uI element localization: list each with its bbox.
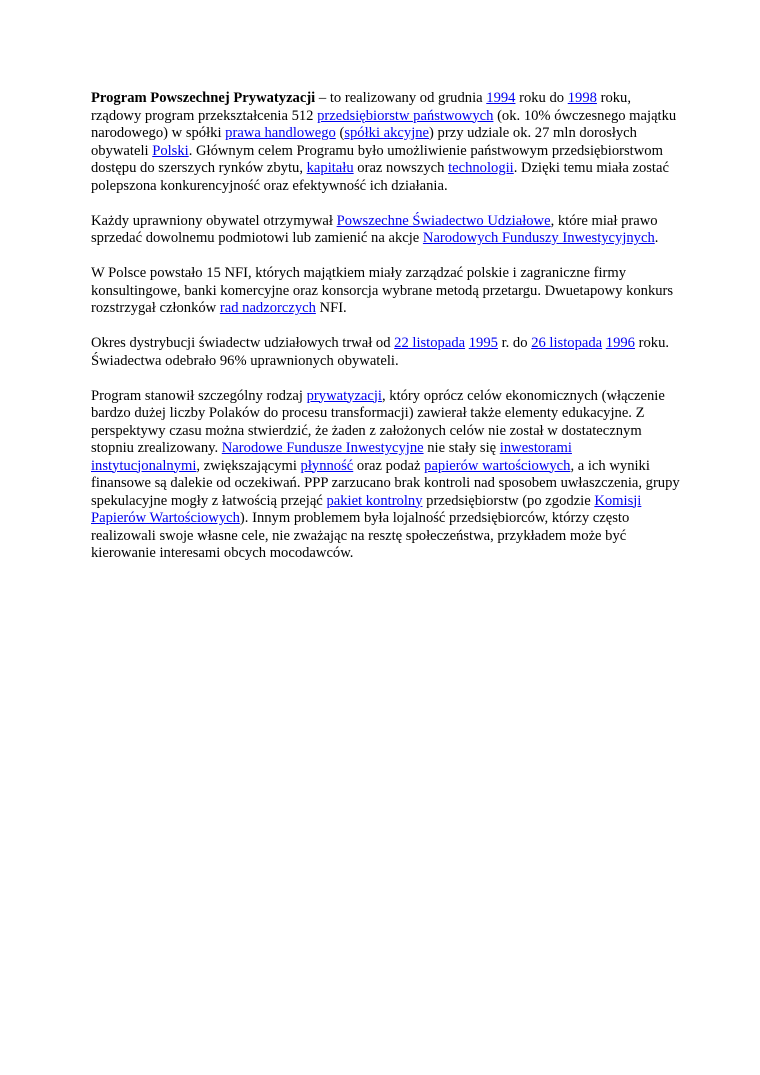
document-body	[91, 90, 681, 580]
link-technologii[interactable]: technologii	[448, 160, 514, 176]
text-run: roku, rządowy program przekształcenia 512	[91, 90, 631, 124]
text-run: . Głównym celem Programu było umożliwienie państwowym przedsiębiorstwom dostępu do szerszych rynków zbytu,	[91, 142, 663, 176]
link-przedsiębiorstw-państwowych[interactable]: przedsiębiorstw państwowych	[317, 107, 494, 124]
text-run: r. do	[497, 335, 532, 351]
link-1995[interactable]: 1995	[468, 335, 498, 351]
link-prawa-handlowego[interactable]: prawa handlowego	[225, 125, 336, 141]
text-run: roku. Świadectwa odebrało 96% uprawnionych obywateli.	[91, 335, 670, 369]
text-run: , a ich wyniki finansowe są dalekie od oczekiwań. PPP zarzucano brak kontroli nad sposobem uwłaszczenia, grupy spekulacyjne mogły z łatwością przejąć	[91, 457, 680, 509]
text-run: , który oprócz celów ekonomicznych (włączenie bardzo dużej liczby Polaków do procesu transformacji) zawierał także elementy edukacyjne. Z perspektywy czasu można stwierdzić, że żaden z założonych celów nie został w dostatecznym stopniu zrealizowany.	[91, 387, 665, 456]
text-run: NFI.	[315, 300, 347, 316]
link-1996[interactable]: 1996	[605, 335, 635, 351]
link-powszechne-świadectwo-udziałowe[interactable]: Powszechne Świadectwo Udziałowe	[336, 212, 551, 229]
text-run: oraz nowszych	[353, 160, 449, 176]
link-rad-nadzorczych[interactable]: rad nadzorczych	[219, 300, 316, 316]
text-run: ) przy udziale ok. 27 mln dorosłych obywateli	[91, 125, 637, 159]
link-płynność[interactable]: płynność	[300, 457, 354, 474]
text-run: ). Innym problemem była lojalność przedsiębiorców, którzy często realizowali swoje własne cele, nie zważając na resztę społeczeństwa, przykładem może być kierowanie interesami obcych mocodawców.	[91, 510, 630, 561]
link-komisji-papierów-wartościowych[interactable]: Komisji Papierów Wartościowych	[91, 492, 642, 526]
text-run: Program stanowił szczególny rodzaj	[91, 387, 307, 404]
link-kapitału[interactable]: kapitału	[306, 160, 354, 176]
text-run: .	[654, 230, 659, 246]
link-prywatyzacji[interactable]: prywatyzacji	[306, 387, 382, 404]
link-narodowych-funduszy-inwestycyjnych[interactable]: Narodowych Funduszy Inwestycyjnych	[422, 230, 655, 246]
link-polski[interactable]: Polski	[152, 142, 189, 159]
text-run: roku do	[515, 90, 568, 106]
text-run: Każdy uprawniony obywatel otrzymywał	[91, 212, 337, 229]
paragraph-5	[91, 388, 681, 563]
link-pakiet-kontrolny[interactable]: pakiet kontrolny	[326, 492, 423, 509]
text-run: (	[335, 125, 345, 141]
text-run: , zwiększającymi	[196, 457, 301, 474]
link-papierów-wartościowych[interactable]: papierów wartościowych	[424, 457, 571, 474]
text-run: W Polsce powstało 15 NFI, których majątkiem miały zarządzać polskie i zagraniczne firmy konsultingowe, banki komercyjne oraz konsorcja wybrane metodą przetargu. Dwuetapowy konkurs rozstrzygał członków	[91, 265, 674, 316]
link-spółki-akcyjne[interactable]: spółki akcyjne	[344, 125, 430, 141]
text-run: Okres dystrybucji świadectw udziałowych trwał od	[91, 335, 395, 351]
paragraph-3	[91, 265, 681, 318]
link-1994[interactable]: 1994	[486, 90, 516, 106]
text-run: nie stały się	[423, 440, 500, 456]
text-run: oraz podaż	[353, 457, 425, 474]
text-run: . Dzięki temu miała zostać polepszona konkurencyjność oraz efektywność ich działania.	[91, 160, 669, 194]
link-22-listopada[interactable]: 22 listopada	[394, 335, 466, 351]
link-1998[interactable]: 1998	[567, 90, 597, 106]
text-run: przedsiębiorstw (po zgodzie	[422, 492, 595, 509]
link-narodowe-fundusze-inwestycyjne[interactable]: Narodowe Fundusze Inwestycyjne	[221, 440, 424, 456]
text-run: (ok. 10% ówczesnego majątku narodowego) w spółki	[91, 107, 677, 141]
paragraph-2	[91, 213, 681, 248]
bold-title: Program Powszechnej Prywatyzacji	[91, 90, 316, 106]
link-26-listopada[interactable]: 26 listopada	[531, 335, 603, 351]
link-inwestorami-instytucjonalnymi[interactable]: inwestorami instytucjonalnymi	[91, 440, 572, 474]
paragraph-4	[91, 335, 681, 370]
text-run: , które miał prawo sprzedać dowolnemu podmiotowi lub zamienić na akcje	[91, 212, 658, 246]
paragraph-1	[91, 90, 681, 195]
text-run: – to realizowany od grudnia	[315, 90, 487, 106]
